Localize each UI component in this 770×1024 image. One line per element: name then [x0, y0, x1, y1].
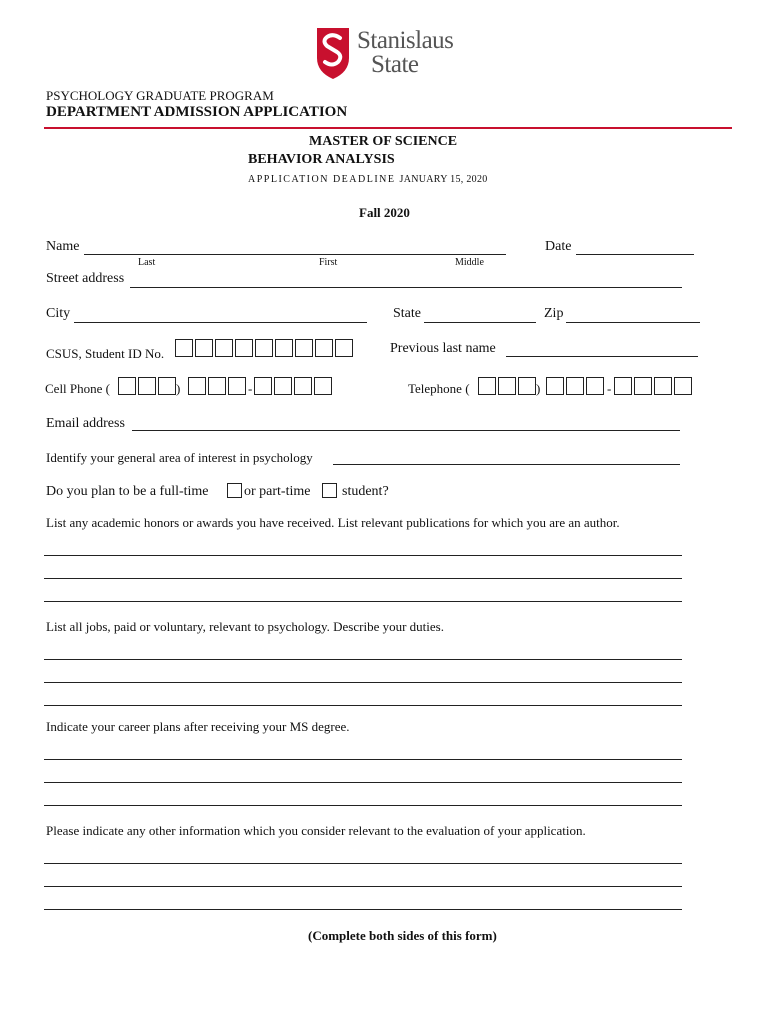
honors-line-3[interactable] [44, 601, 682, 602]
zip-label: Zip [544, 306, 564, 321]
program-name: PSYCHOLOGY GRADUATE PROGRAM [46, 88, 274, 103]
cell-close-paren: ) [176, 381, 181, 396]
footer-note: (Complete both sides of this form) [308, 928, 497, 943]
plan-suffix: student? [342, 484, 389, 499]
telephone-close-paren: ) [536, 381, 541, 396]
cell-line-boxes[interactable] [254, 377, 334, 395]
degree-line1: MASTER OF SCIENCE [309, 134, 458, 149]
full-time-checkbox[interactable] [227, 483, 242, 498]
state-label: State [393, 306, 421, 321]
cell-area-code-boxes[interactable] [118, 377, 181, 396]
previous-name-field[interactable] [506, 356, 698, 357]
interest-label: Identify your general area of interest in psychology [46, 450, 313, 465]
other-line-3[interactable] [44, 909, 682, 910]
name-sub-last: Last [138, 257, 156, 268]
deadline-date: JANUARY 15, 2020 [399, 174, 488, 185]
page-title: DEPARTMENT ADMISSION APPLICATION [46, 104, 348, 120]
other-line-2[interactable] [44, 886, 682, 887]
jobs-line-1[interactable] [44, 659, 682, 660]
email-label: Email address [46, 416, 125, 431]
career-line-3[interactable] [44, 805, 682, 806]
name-sub-middle: Middle [455, 257, 484, 268]
name-field[interactable] [84, 254, 506, 255]
question-career: Indicate your career plans after receiving your MS degree. [46, 719, 350, 734]
telephone-label: Telephone ( [408, 381, 470, 396]
telephone-prefix-boxes[interactable] [546, 377, 606, 395]
degree-line2: BEHAVIOR ANALYSIS [248, 152, 395, 167]
name-sub-first: First [319, 257, 338, 268]
zip-field[interactable] [566, 322, 700, 323]
term: Fall 2020 [359, 205, 410, 220]
name-label: Name [46, 239, 80, 254]
jobs-line-2[interactable] [44, 682, 682, 683]
date-field[interactable] [576, 254, 694, 255]
deadline-label: APPLICATION DEADLINE [248, 174, 396, 185]
previous-name-label: Previous last name [390, 341, 496, 356]
plan-middle: or part-time [244, 484, 311, 499]
title-rule [44, 127, 732, 129]
telephone-dash: - [607, 381, 612, 396]
telephone-line-boxes[interactable] [614, 377, 694, 395]
jobs-line-3[interactable] [44, 705, 682, 706]
cell-prefix-boxes[interactable] [188, 377, 248, 395]
logo-text-line2: State [371, 51, 419, 78]
honors-line-2[interactable] [44, 578, 682, 579]
question-honors: List any academic honors or awards you have received. List relevant publications for which you are an author. [46, 515, 620, 530]
student-id-label: CSUS, Student ID No. [46, 346, 165, 361]
cell-dash: - [248, 381, 253, 396]
street-label: Street address [46, 271, 125, 286]
career-line-2[interactable] [44, 782, 682, 783]
career-line-1[interactable] [44, 759, 682, 760]
state-field[interactable] [424, 322, 536, 323]
university-logo [315, 24, 465, 82]
deadline [248, 174, 488, 185]
city-label: City [46, 306, 71, 321]
question-other: Please indicate any other information which you consider relevant to the evaluation of your application. [46, 823, 586, 838]
cell-phone-label: Cell Phone ( [45, 381, 110, 396]
logo-text-line1: Stanislaus [357, 27, 454, 54]
shield-logo-icon [315, 24, 351, 80]
question-jobs: List all jobs, paid or voluntary, relevant to psychology. Describe your duties. [46, 619, 444, 634]
telephone-area-code-boxes[interactable] [478, 377, 541, 396]
part-time-checkbox[interactable] [322, 483, 337, 498]
student-id-boxes[interactable] [175, 339, 355, 357]
interest-field[interactable] [333, 464, 680, 465]
plan-prefix: Do you plan to be a full-time [46, 484, 209, 499]
city-field[interactable] [74, 322, 367, 323]
street-field[interactable] [130, 287, 682, 288]
other-line-1[interactable] [44, 863, 682, 864]
email-field[interactable] [132, 430, 680, 431]
honors-line-1[interactable] [44, 555, 682, 556]
date-label: Date [545, 239, 572, 254]
